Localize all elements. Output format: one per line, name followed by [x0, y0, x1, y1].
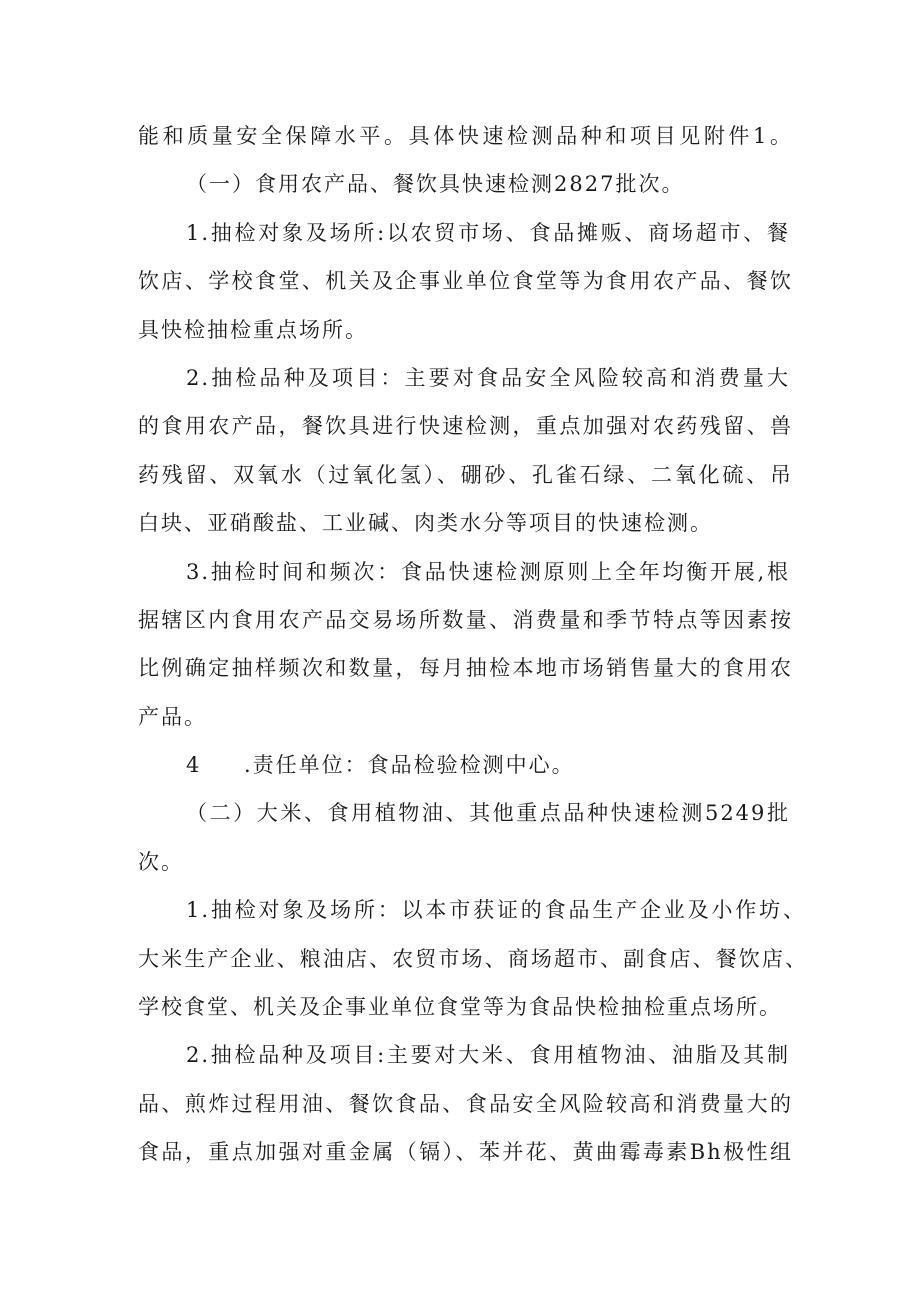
body-line: 据辖区内食用农产品交易场所数量、消费量和季节特点等因素按: [138, 608, 793, 632]
body-line: 白块、亚硝酸盐、工业碱、肉类水分等项目的快速检测。: [138, 511, 713, 535]
section-heading-cont: 次。: [138, 850, 184, 874]
body-line: 食品，重点加强对重金属（镉）、苯并花、黄曲霉毒素Bh极性组: [138, 1140, 793, 1164]
body-line: 1.抽检对象及场所:以农贸市场、食品摊贩、商场超市、餐: [186, 221, 790, 245]
section-heading: （二）大米、食用植物油、其他重点品种快速检测5249批: [186, 801, 790, 825]
body-line: 品、煎炸过程用油、餐饮食品、食品安全风险较高和消费量大的: [138, 1092, 793, 1116]
body-line: 具快检抽检重点场所。: [138, 318, 368, 342]
body-line: 的食用农产品，餐饮具进行快速检测，重点加强对农药残留、兽: [138, 414, 793, 438]
body-line: 学校食堂、机关及企事业单位食堂等为食品快检抽检重点场所。: [138, 995, 782, 1019]
body-line: 2.抽检品种及项目：主要对食品安全风险较高和消费量大: [186, 366, 790, 390]
body-line: 产品。: [138, 705, 207, 729]
body-line: .责任单位：食品检验检测中心。: [244, 753, 575, 777]
body-line: 药残留、双氧水（过氧化氢）、硼砂、孔雀石绿、二氧化硫、吊: [138, 463, 793, 487]
body-line: 能和质量安全保障水平。具体快速检测品种和项目见附件1。: [138, 124, 793, 148]
body-line: 1.抽检对象及场所：以本市获证的食品生产企业及小作坊、: [186, 898, 806, 922]
body-line: 饮店、学校食堂、机关及企事业单位食堂等为食用农产品、餐饮: [138, 269, 793, 293]
body-line: 比例确定抽样频次和数量，每月抽检本地市场销售量大的食用农: [138, 656, 793, 680]
body-line: 2.抽检品种及项目:主要对大米、食用植物油、油脂及其制: [186, 1043, 790, 1067]
body-line: 3.抽检时间和频次：食品快速检测原则上全年均衡开展,根: [186, 560, 790, 584]
body-line: 大米生产企业、粮油店、农贸市场、商场超市、副食店、餐饮店、: [138, 947, 808, 971]
item-number: 4: [186, 753, 202, 777]
section-heading: （一）食用农产品、餐饮具快速检测2827批次。: [186, 172, 685, 196]
